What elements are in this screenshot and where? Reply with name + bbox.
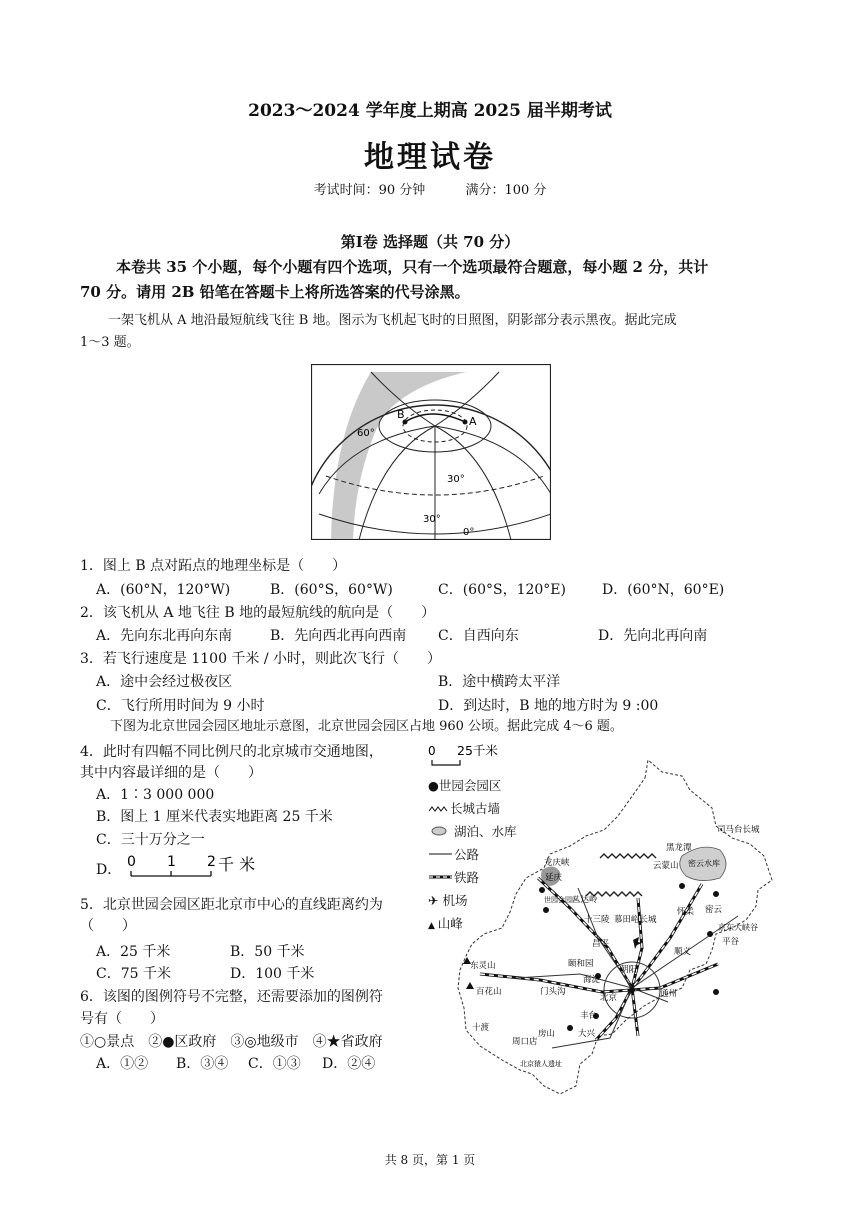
place-miyun: 密云 <box>705 905 723 915</box>
place-shidu: 十渡 <box>472 1023 490 1033</box>
place-changping: 昌平 <box>592 939 610 949</box>
airplane-icon: ✈ <box>428 893 443 908</box>
q4-option-b[interactable]: B．图上 1 厘米代表实地距离 25 千米 <box>96 809 333 825</box>
scale-line <box>131 871 211 876</box>
q5-option-a[interactable]: A．25 千米 <box>96 944 171 960</box>
q5-stem-1: 5．北京世园会园区距北京市中心的直线距离约为 <box>80 897 383 913</box>
section-title: 第Ⅰ卷 选择题（共 70 分） <box>340 233 520 251</box>
place-marker <box>707 931 713 937</box>
section-instruction-1: 本卷共 35 个小题，每个小题有四个选项，只有一个选项最符合题意，每小题 2 分，共计 <box>116 258 709 276</box>
label-60: 60° <box>357 428 375 439</box>
great-wall-line <box>600 854 656 858</box>
q6-option-b[interactable]: B．③④ <box>176 1056 229 1072</box>
legend-item-railway: 铁路 <box>428 868 517 891</box>
q1-option-c[interactable]: C．(60°S，120°E) <box>438 582 566 598</box>
q1-stem: 1．图上 B 点对跖点的地理坐标是（ ） <box>80 558 347 574</box>
scale-tick-0: 0 <box>127 854 136 870</box>
place-yanqing: 延庆 <box>545 873 563 883</box>
place-pinggu: 平谷 <box>722 937 740 947</box>
place-shunyi: 顺义 <box>674 947 692 957</box>
railway-icon <box>428 872 454 882</box>
label-30b: 30° <box>423 514 441 525</box>
scale-tick-1: 1 <box>167 854 176 870</box>
q6-stem-2: 号有（ ） <box>80 1011 164 1027</box>
place-baihuashan: 百花山 <box>476 987 502 997</box>
q5-option-d[interactable]: D．100 千米 <box>230 966 315 982</box>
q4-option-d-prefix: D． <box>96 862 122 878</box>
place-marker <box>543 907 549 913</box>
mountain-peak-icon: ▲ <box>428 921 438 931</box>
place-yiheyuan: 颐和园 <box>568 959 594 969</box>
place-marker <box>539 887 545 893</box>
place-badaling: 八达岭 <box>572 895 598 905</box>
q5-stem-2: （ ） <box>80 918 136 934</box>
label-a: A <box>469 415 477 428</box>
exam-score: 满分：100 分 <box>465 183 547 198</box>
legend-item-greatwall: 长城古墙 <box>428 799 517 822</box>
place-marker <box>713 989 719 995</box>
legend-item-peak: ▲ 山峰 <box>428 916 463 931</box>
expo-dot-icon: ● <box>428 778 439 793</box>
place-daxing: 大兴 <box>578 1029 596 1039</box>
place-marker <box>629 987 635 993</box>
q6-option-c[interactable]: C．①③ <box>248 1056 301 1072</box>
legend-item-airport: ✈ 机场 <box>428 893 468 908</box>
q4-option-d[interactable] <box>96 860 121 880</box>
q6-items: ①○景点 ②●区政府 ③◎地级市 ④★省政府 <box>80 1034 383 1050</box>
place-marker <box>567 1025 573 1031</box>
map-scale-bar <box>432 760 460 765</box>
label-b: B <box>397 408 405 421</box>
q4-option-c[interactable]: C．三十万分之一 <box>96 832 205 848</box>
place-marker <box>679 883 685 889</box>
q2-option-d[interactable]: D．先向北再向南 <box>598 628 708 644</box>
page-footer: 共 8 页，第 1 页 <box>384 1153 476 1167</box>
scale-tick-2: 2 <box>207 854 216 870</box>
group1-stem-2: 1～3 题。 <box>80 335 140 350</box>
scale-unit: 千 米 <box>218 855 256 874</box>
q2-option-b[interactable]: B．先向西北再向西南 <box>270 628 407 644</box>
q5-option-c[interactable]: C．75 千米 <box>96 966 171 982</box>
lake-icon <box>428 826 454 836</box>
label-0: 0° <box>463 527 475 538</box>
place-miyun-reservoir: 密云水库 <box>688 859 720 868</box>
section-instruction-2: 70 分。请用 2B 铅笔在答题卡上将所选答案的代号涂黑。 <box>80 283 470 301</box>
place-mutianyu: 慕田峪长城 <box>614 915 657 925</box>
place-donglingshan: 东灵山 <box>470 961 496 971</box>
q1-option-a[interactable]: A．(60°N，120°W) <box>96 582 231 598</box>
label-peking-man: 北京猿人遗址 <box>520 1060 562 1068</box>
place-huairou: 怀柔 <box>677 907 695 917</box>
legend-item-highway: 公路 <box>428 845 517 868</box>
q3-stem: 3．若飞行速度是 1100 千米 / 小时，则此次飞行（ ） <box>80 651 442 667</box>
map-scale-zero: 0 <box>428 744 436 758</box>
q6-option-a[interactable]: A．①② <box>96 1056 149 1072</box>
great-wall-icon <box>428 803 450 813</box>
q4-scale-bar <box>124 852 274 882</box>
q2-stem: 2．该飞机从 A 地飞往 B 地的最短航线的航向是（ ） <box>80 605 436 621</box>
legend <box>428 776 517 937</box>
q2-option-c[interactable]: C．自西向东 <box>438 628 519 644</box>
highway-icon <box>428 849 454 859</box>
exam-title: 2023～2024 学年度上期高 2025 届半期考试 <box>248 101 612 121</box>
q6-option-d[interactable]: D．②④ <box>322 1056 376 1072</box>
label-30a: 30° <box>447 474 465 485</box>
exam-time: 考试时间：90 分钟 <box>313 183 426 198</box>
place-zhoukoudian: 周口店 <box>512 1037 538 1047</box>
q2-option-a[interactable]: A．先向东北再向东南 <box>96 628 233 644</box>
q5-option-b[interactable]: B．50 千米 <box>230 944 305 960</box>
legend-item-lake: 湖泊、水库 <box>428 822 517 845</box>
legend-item-expo: ●世园会园区 <box>428 778 502 793</box>
illumination-globe-figure <box>311 364 551 540</box>
place-simatai: 司马台长城 <box>717 825 760 835</box>
q4-option-a[interactable]: A．1∶3 000 000 <box>96 787 215 803</box>
label-expo-west: 世园会园区 <box>544 896 579 904</box>
point-a <box>463 420 468 425</box>
place-heilongtan: 黑龙潭 <box>666 843 692 853</box>
place-jingdong: 京东大峡谷 <box>718 923 758 932</box>
subject-title: 地理试卷 <box>364 140 496 175</box>
place-fangshan: 房山 <box>538 1029 556 1039</box>
group2-stem: 下图为北京世园会园区地址示意图，北京世园会园区占地 960 公顷。据此完成 4～6 题。 <box>110 719 623 734</box>
place-chaoyang: 朝阳 <box>620 965 638 975</box>
q3-option-d[interactable]: D．到达时，B 地的地方时为 9 :00 <box>438 698 659 714</box>
place-yunmengshan: 云蒙山 <box>653 861 679 871</box>
group1-stem-1: 一架飞机从 A 地沿最短航线飞往 B 地。图示为飞机起飞时的日照图，阴影部分表示黑夜。据此完成 <box>108 313 677 328</box>
q1-option-b[interactable]: B．(60°S，60°W) <box>270 582 393 598</box>
q3-option-b[interactable]: B．途中横跨太平洋 <box>438 674 561 690</box>
map-scale-label: 25千米 <box>457 743 498 758</box>
place-haidian: 海淀 <box>583 975 601 985</box>
place-marker <box>713 891 719 897</box>
peak-marker <box>466 982 474 989</box>
place-shisanling: 十三陵 <box>584 915 610 925</box>
exam-info <box>0 179 860 198</box>
q3-option-a[interactable]: A．途中会经过极夜区 <box>96 674 233 690</box>
q6-stem-1: 6．该图的图例符号不完整，还需要添加的图例符 <box>80 989 383 1005</box>
place-tongzhou: 通州 <box>660 989 678 999</box>
q4-stem-2: 其中内容最详细的是（ ） <box>80 765 262 781</box>
q1-option-d[interactable]: D．(60°N，60°E) <box>602 582 725 598</box>
place-longqingxia: 龙庆峡 <box>544 858 570 868</box>
place-mentougou: 门头沟 <box>540 987 566 997</box>
place-beijing: 北京 <box>600 993 618 1003</box>
q3-option-c[interactable]: C．飞行所用时间为 9 小时 <box>96 698 265 714</box>
q4-stem-1: 4．此时有四幅不同比例尺的北京城市交通地图， <box>80 744 383 760</box>
place-fengtai: 丰台 <box>580 1011 598 1021</box>
